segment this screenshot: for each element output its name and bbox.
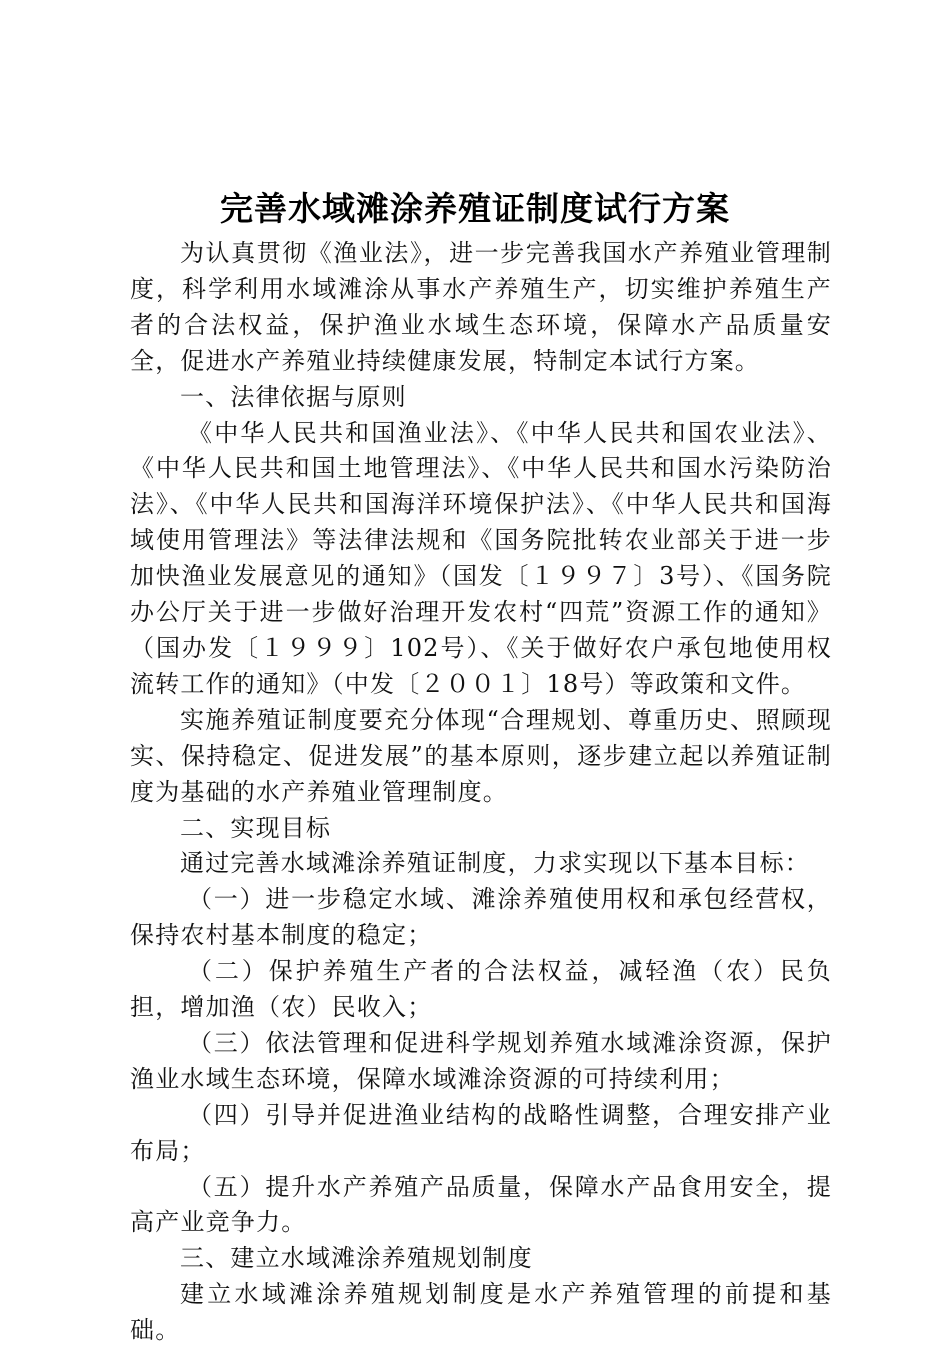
goal-item-2: （二）保护养殖生产者的合法权益，减轻渔（农）民负担，增加渔（农）民收入； bbox=[130, 957, 832, 1022]
document-body bbox=[130, 236, 832, 1349]
goal-item-1: （一）进一步稳定水域、滩涂养殖使用权和承包经营权，保持农村基本制度的稳定； bbox=[130, 885, 832, 950]
goal-item-5: （五）提升水产养殖产品质量，保障水产品食用安全，提高产业竞争力。 bbox=[130, 1172, 832, 1237]
legal-basis-paragraph: 《中华人民共和国渔业法》、《中华人民共和国农业法》、《中华人民共和国土地管理法》、《中华人民共和国水污染防治法》、《中华人民共和国海洋环境保护法》、《中华人民共和国海域使用管理法》等法律法规和《国务院批转农业部关于进一步加快渔业发展意见的通知》（国发〔１９９７〕3号）、《国务院办公厅关于进一步做好治理开发农村“四荒”资源工作的通知》（国办发〔１９９９〕102号）、《关于做好农户承包地使用权流转工作的通知》（中发〔２００１〕18号）等政策和文件。 bbox=[130, 418, 832, 698]
goal-item-3: （三）依法管理和促进科学规划养殖水域滩涂资源，保护渔业水域生态环境，保障水域滩涂资源的可持续利用； bbox=[130, 1028, 832, 1093]
section-heading-3: 三、建立水域滩涂养殖规划制度 bbox=[180, 1244, 533, 1273]
section-heading-1: 一、法律依据与原则 bbox=[180, 382, 407, 411]
document-title: 完善水域滩涂养殖证制度试行方案 bbox=[220, 189, 730, 228]
goal-item-4: （四）引导并促进渔业结构的战略性调整，合理安排产业布局； bbox=[130, 1100, 832, 1165]
planning-paragraph: 建立水域滩涂养殖规划制度是水产养殖管理的前提和基础。 bbox=[130, 1280, 832, 1345]
principle-paragraph: 实施养殖证制度要充分体现“合理规划、尊重历史、照顾现实、保持稳定、促进发展”的基本原则，逐步建立起以养殖证制度为基础的水产养殖业管理制度。 bbox=[130, 705, 832, 806]
section-heading-2: 二、实现目标 bbox=[180, 813, 332, 842]
intro-paragraph: 为认真贯彻《渔业法》，进一步完善我国水产养殖业管理制度，科学利用水域滩涂从事水产养殖生产，切实维护养殖生产者的合法权益，保护渔业水域生态环境，保障水产品质量安全，促进水产养殖业持续健康发展，特制定本试行方案。 bbox=[130, 239, 832, 375]
goals-intro-paragraph: 通过完善水域滩涂养殖证制度，力求实现以下基本目标： bbox=[180, 849, 810, 878]
